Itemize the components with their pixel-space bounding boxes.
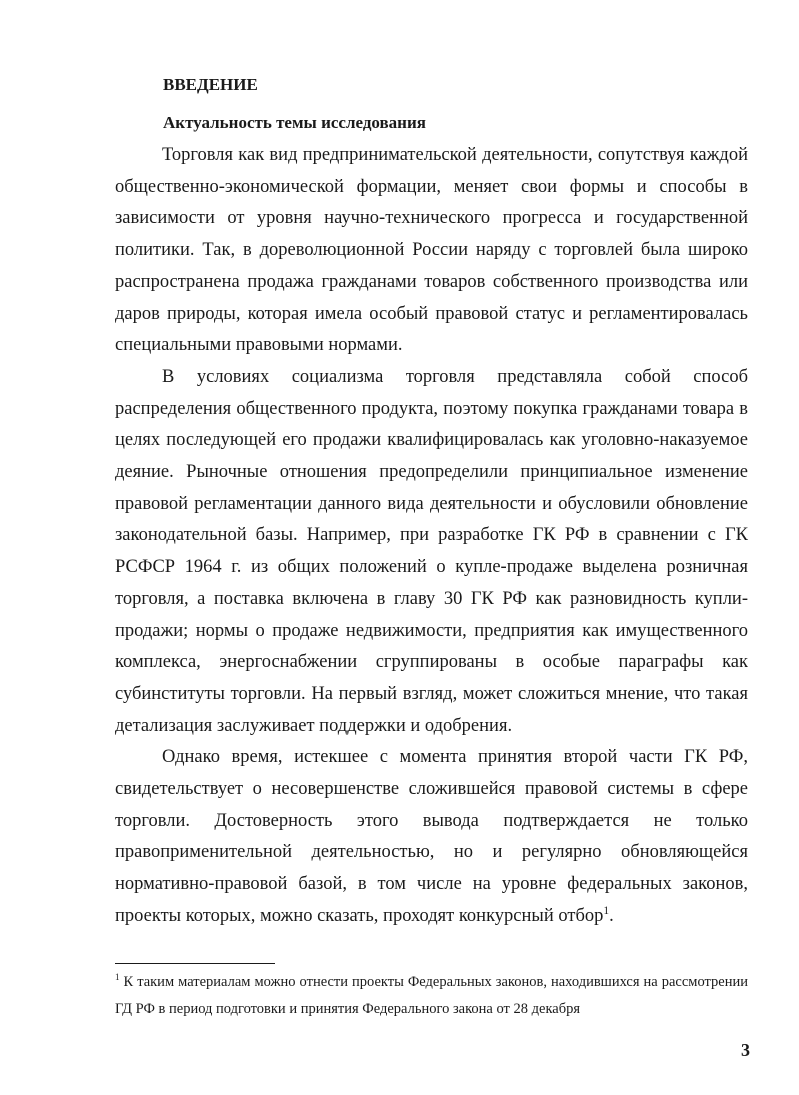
paragraph-1: Торговля как вид предпринимательской деятельности, сопутствуя каждой общественно-экономической формации, меняет свои формы и способы в зависимости от уровня научно-технического прогресса и государственной политики. Так, в дореволюционной России наряду с торговлей была широко распространена продажа гражданами товаров собственного производства или даров природы, которая имела особый правовой статус и регламентировалась специальными правовыми нормами.: [115, 145, 748, 356]
paragraph-3: Однако время, истекшее с момента принятия второй части ГК РФ, свидетельствует о несовершенстве сложившейся правовой системы в сфере торговли. Достоверность этого вывода подтверждается не только правоприменительной деятельностью, но и регулярно обновляющейся нормативно-правовой базой, в том числе на уровне федеральных законов, проекты которых, можно сказать, проходят конкурсный отбор$^1$.: [115, 747, 748, 926]
page-number: 3: [741, 1040, 750, 1060]
footnote-marker: 1: [115, 972, 120, 983]
footnote-reference: 1: [603, 904, 610, 917]
paragraph-3-text: Однако время, истекшее с момента принятия второй части ГК РФ, свидетельствует о несовершенстве сложившейся правовой системы в сфере торговли. Достоверность этого вывода подтверждается не только правоприменительной деятельностью, но и регулярно обновляющейся нормативно-правовой базой, в том числе на уровне федеральных законов, проекты которых, можно сказать, проходят конкурсный отбор: [115, 747, 748, 926]
section-heading: ВВЕДЕНИЕ: [163, 75, 258, 94]
subsection-heading: Актуальность темы исследования: [163, 113, 426, 132]
paragraph-2: В условиях социализма торговля представляла собой способ распределения общественного продукта, поэтому покупка гражданами товара в целях последующей его продажи квалифицировалась как уголовно-наказуемое деяние. Рыночные отношения предопределили принципиальное изменение правовой регламентации данного вида деятельности и обусловили обновление законодательной базы. Например, при разработке ГК РФ в сравнении с ГК РСФСР 1964 г. из общих положений о купле-продаже выделена розничная торговля, а поставка включена в главу 30 ГК РФ как разновидность купли-продажи; нормы о продаже недвижимости, предприятия как имущественного комплекса, энергоснабжении сгруппированы в особые параграфы как субинституты торговли. На первый взгляд, может сложиться мнение, что такая детализация заслуживает поддержки и одобрения.: [115, 366, 748, 736]
footnote-divider: [115, 963, 275, 964]
footnote: [115, 969, 748, 1023]
body-text: [115, 140, 748, 933]
footnote-text: К таким материалам можно отнести проекты Федеральных законов, находившихся на рассмотрении ГД РФ в период подготовки и принятия Федерального закона от 28 декабря: [115, 974, 749, 1017]
